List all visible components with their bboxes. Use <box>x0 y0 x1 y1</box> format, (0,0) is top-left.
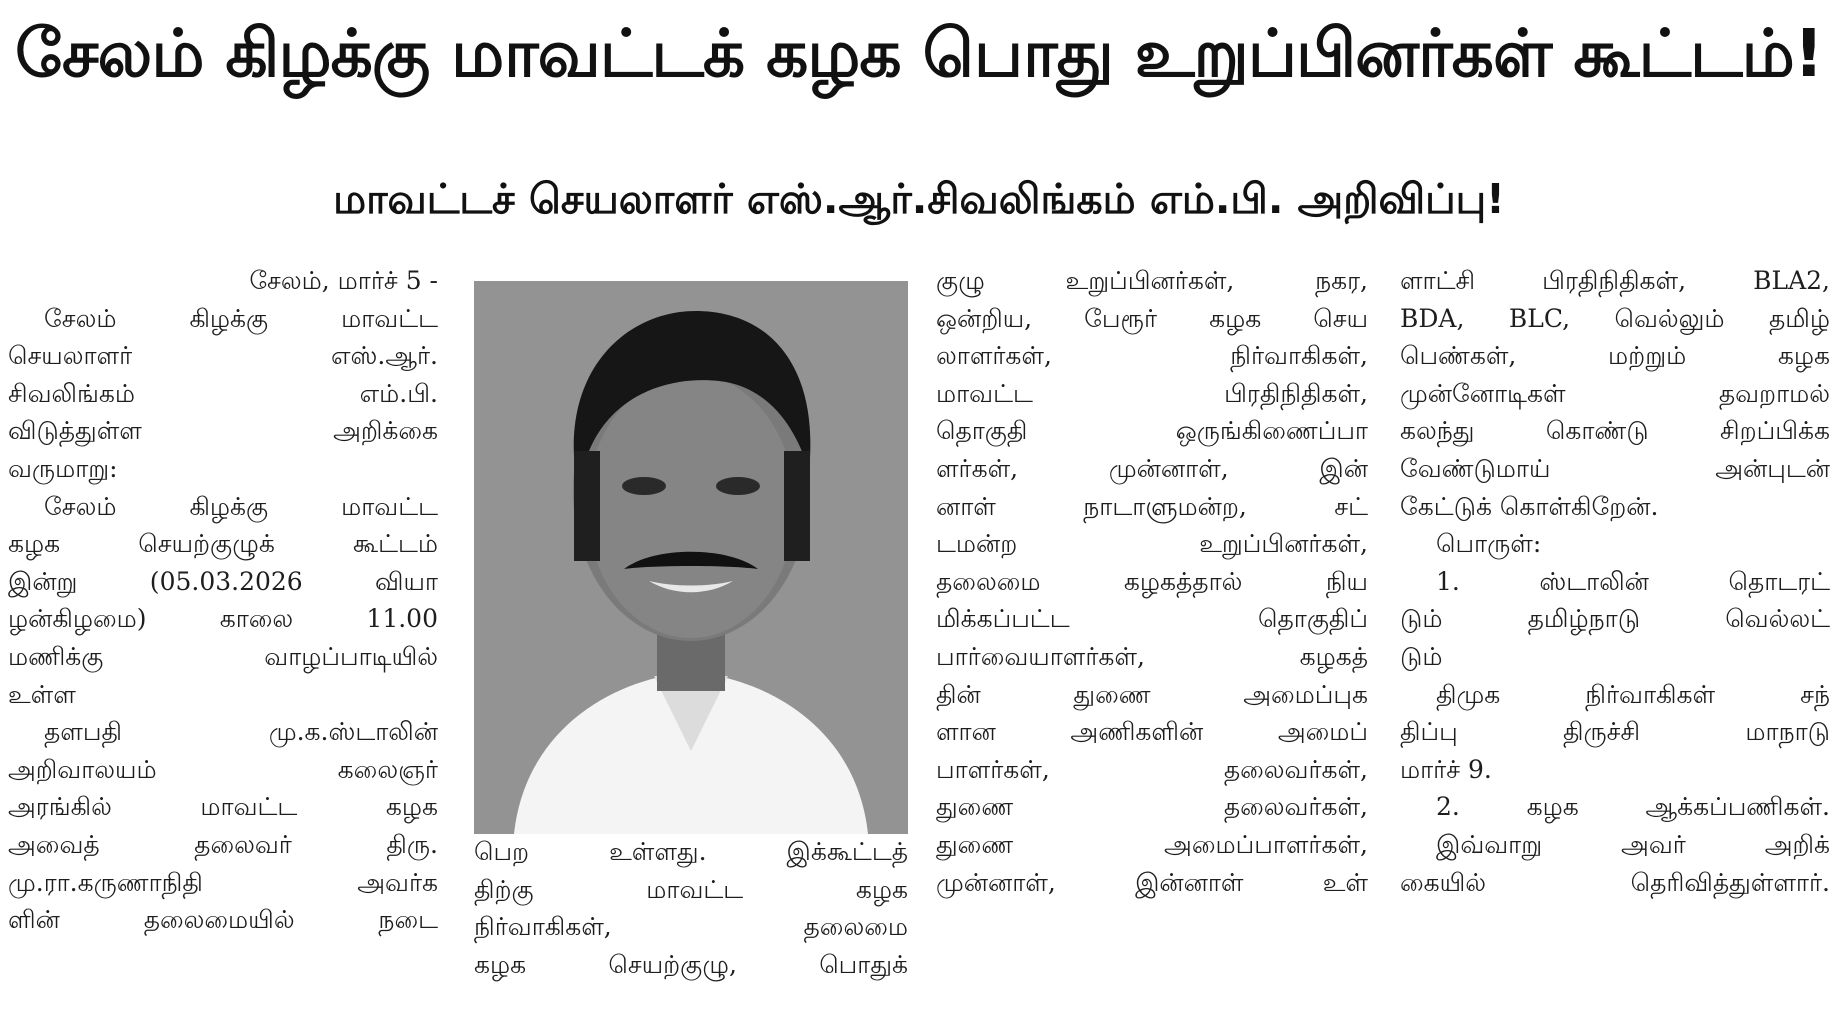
article-column-3 <box>936 262 1368 901</box>
body-line: கழக செயற்குழு, பொதுக் <box>474 949 908 979</box>
body-line: ளின் தலைமையில் நடை <box>8 905 438 935</box>
body-line: திற்கு மாவட்ட கழக <box>474 874 908 904</box>
body-line: டும் தமிழ்நாடு வெல்லட் <box>1400 604 1830 634</box>
article-column-4 <box>1400 262 1830 901</box>
body-line: ளர்கள், முன்னாள், இன் <box>936 453 1368 483</box>
body-line: மு.ரா.கருணாநிதி அவர்க <box>8 867 438 897</box>
body-line: அரங்கில் மாவட்ட கழக <box>8 792 438 822</box>
body-line: ஒன்றிய, பேரூர் கழக செய <box>936 303 1368 333</box>
body-line: லாளர்கள், நிர்வாகிகள், <box>936 341 1368 371</box>
body-line: மணிக்கு வாழப்பாடியில் <box>8 641 438 671</box>
body-line: கழக செயற்குழுக் கூட்டம் <box>8 529 438 559</box>
body-line: 2. கழக ஆக்கப்பணிகள். <box>1436 792 1830 822</box>
body-line: னாள் நாடாளுமன்ற, சட் <box>936 491 1368 521</box>
body-line: அறிவாலயம் கலைஞர் <box>8 754 438 784</box>
body-line: செயலாளர் எஸ்.ஆர். <box>8 341 438 371</box>
body-line: டும் <box>1400 641 1443 671</box>
body-line: முன்னாள், இன்னாள் உள் <box>936 867 1368 897</box>
body-line: மாவட்ட பிரதிநிதிகள், <box>936 378 1368 408</box>
body-line: கேட்டுக் கொள்கிறேன். <box>1400 491 1659 521</box>
body-line: ழன்கிழமை) காலை 11.00 <box>8 604 438 634</box>
body-line: சிவலிங்கம் எம்.பி. <box>8 378 438 408</box>
body-line: தலைமை கழகத்தால் நிய <box>936 566 1368 596</box>
body-line: தின் துணை அமைப்புக <box>936 679 1368 709</box>
body-line: 1. ஸ்டாலின் தொடரட் <box>1436 566 1830 596</box>
portrait-icon <box>474 281 908 834</box>
body-line: குழு உறுப்பினர்கள், நகர, <box>936 266 1368 295</box>
body-line: துணை தலைவர்கள், <box>936 792 1368 822</box>
body-line: மிக்கப்பட்ட தொகுதிப் <box>936 604 1368 634</box>
body-line: பாளர்கள், தலைவர்கள், <box>936 754 1368 784</box>
body-line: தளபதி மு.க.ஸ்டாலின் <box>44 717 438 747</box>
subject-label: பொருள்: <box>1436 529 1542 559</box>
body-line: சேலம் கிழக்கு மாவட்ட <box>44 491 438 521</box>
body-line: திப்பு திருச்சி மாநாடு <box>1400 717 1830 747</box>
body-line: தொகுதி ஒருங்கிணைப்பா <box>936 416 1368 446</box>
body-line: இவ்வாறு அவர் அறிக் <box>1436 829 1830 859</box>
body-line: வேண்டுமாய் அன்புடன் <box>1400 453 1830 483</box>
portrait-photo <box>474 281 908 834</box>
body-line: BDA, BLC, வெல்லும் தமிழ் <box>1400 303 1830 333</box>
body-line: நிர்வாகிகள், தலைமை <box>474 912 908 942</box>
body-line: துணை அமைப்பாளர்கள், <box>936 829 1368 859</box>
article-column-2 <box>474 833 908 983</box>
body-line: வருமாறு: <box>8 453 118 483</box>
headline: சேலம் கிழக்கு மாவட்டக் கழக பொது உறுப்பினர்கள் கூட்டம்! <box>15 15 1823 92</box>
body-line: சேலம் கிழக்கு மாவட்ட <box>44 303 438 333</box>
body-line: இன்று (05.03.2026 வியா <box>8 566 438 596</box>
body-line: மார்ச் 9. <box>1400 754 1492 784</box>
body-line: கையில் தெரிவித்துள்ளார். <box>1400 867 1830 897</box>
body-line: திமுக நிர்வாகிகள் சந் <box>1436 679 1830 709</box>
body-line: பார்வையாளர்கள், கழகத் <box>936 641 1368 671</box>
body-line: பெண்கள், மற்றும் கழக <box>1400 341 1830 371</box>
subheadline: மாவட்டச் செயலாளர் எஸ்.ஆர்.சிவலிங்கம் எம்.பி. அறிவிப்பு! <box>333 175 1505 223</box>
body-line: டமன்ற உறுப்பினர்கள், <box>936 529 1368 559</box>
body-line: கலந்து கொண்டு சிறப்பிக்க <box>1400 416 1830 446</box>
dateline: சேலம், மார்ச் 5 - <box>249 266 438 295</box>
body-line: உள்ள <box>8 679 76 709</box>
body-line: அவைத் தலைவர் திரு. <box>8 829 438 859</box>
body-line: விடுத்துள்ள அறிக்கை <box>8 416 438 446</box>
article-column-1 <box>8 262 438 939</box>
body-line: ளான அணிகளின் அமைப் <box>936 717 1368 747</box>
body-line: ளாட்சி பிரதிநிதிகள், BLA2, <box>1400 266 1830 295</box>
body-line: முன்னோடிகள் தவறாமல் <box>1400 378 1830 408</box>
body-line: பெற உள்ளது. இக்கூட்டத் <box>474 837 908 866</box>
